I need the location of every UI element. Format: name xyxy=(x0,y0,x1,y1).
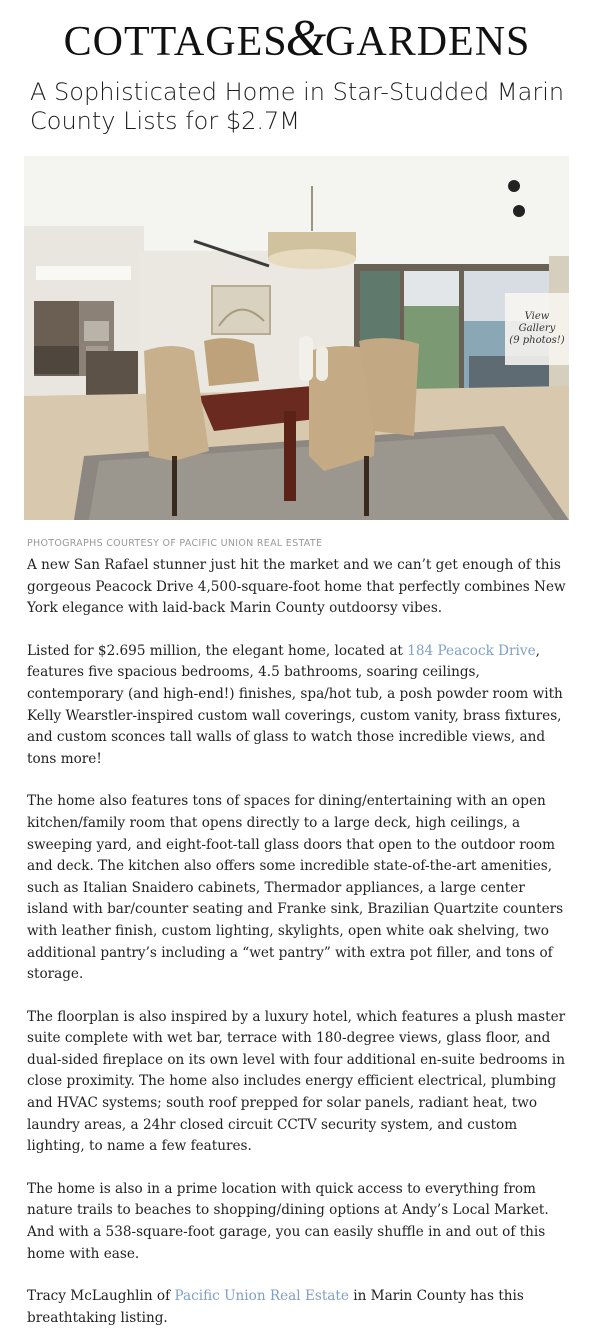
hero-photo[interactable] xyxy=(24,156,569,520)
gallery-label: View Gallery xyxy=(518,311,556,334)
paragraph-listing xyxy=(27,641,570,771)
agent-text-before: Tracy McLaughlin of xyxy=(27,1288,175,1305)
site-masthead[interactable] xyxy=(0,12,594,66)
view-gallery-button[interactable] xyxy=(505,293,569,365)
article-title: A Sophisticated Home in Star-Studded Marin County Lists for $2.7M xyxy=(30,78,565,135)
listing-text-after: , features five spacious bedrooms, 4.5 bathrooms, soaring ceilings, contemporary (and high-end!) finishes, spa/hot tub, a posh powder room with Kelly Wearstler-inspired custom wall coverings, custom vanity, brass fixtures, and custom sconces tall walls of glass to watch those incredible views, and tons more! xyxy=(27,642,563,767)
paragraph-intro: A new San Rafael stunner just hit the market and we can’t get enough of this gorgeous Peacock Drive 4,500-square-foot home that perfectly combines New York elegance with laid-back Marin County outdoorsy vibes. xyxy=(27,557,566,617)
agency-link[interactable]: Pacific Union Real Estate xyxy=(174,1288,349,1305)
address-link[interactable]: 184 Peacock Drive xyxy=(407,642,536,659)
gallery-count: (9 photos!) xyxy=(509,335,565,346)
dining-room-illustration xyxy=(24,156,569,520)
masthead-ampersand: & xyxy=(285,10,328,67)
paragraph-features: The home also features tons of spaces for dining/entertaining with an open kitchen/family room that opens directly to a large deck, high ceilings, a sweeping yard, and eight-foot-tall glass doors that open to the outdoor room and deck. The kitchen also offers some incredible state-of-the-art amenities, such as Italian Snaidero cabinets, Thermador appliances, a large center island with bar/counter seating and Franke sink, Brazilian Quartzite counters with leather finish, custom lighting, skylights, open white oak shelving, two additional pantry’s including a “wet pantry” with extra pot filler, and tons of storage. xyxy=(27,793,564,983)
paragraph-agent xyxy=(27,1286,570,1329)
paragraph-floorplan: The floorplan is also inspired by a luxury hotel, which features a plush master suite complete with wet bar, terrace with 180-degree views, glass floor, and dual-sided fireplace on its own level with four additional en-suite bedrooms in close proximity. The home also includes energy efficient electrical, plumbing and HVAC systems; south roof prepped for solar panels, radiant heat, two laundry areas, a 24hr closed circuit CCTV security system, and custom lighting, to name a few features. xyxy=(27,1008,566,1155)
article-body xyxy=(27,555,570,1329)
paragraph-location: The home is also in a prime location with quick access to everything from nature trails to beaches to shopping/dining options at Andy’s Local Market. And with a 538-square-foot garage, you can easily shuffle in and out of this home with ease. xyxy=(27,1180,549,1262)
masthead-right: GARDENS xyxy=(325,19,531,65)
photo-credit: PHOTOGRAPHS COURTESY OF PACIFIC UNION REAL ESTATE xyxy=(27,538,323,549)
masthead-left: COTTAGES xyxy=(63,19,288,65)
agent-text-after: in Marin County has this breathtaking listing. xyxy=(27,1288,524,1326)
listing-text-before: Listed for $2.695 million, the elegant home, located at xyxy=(27,642,408,659)
